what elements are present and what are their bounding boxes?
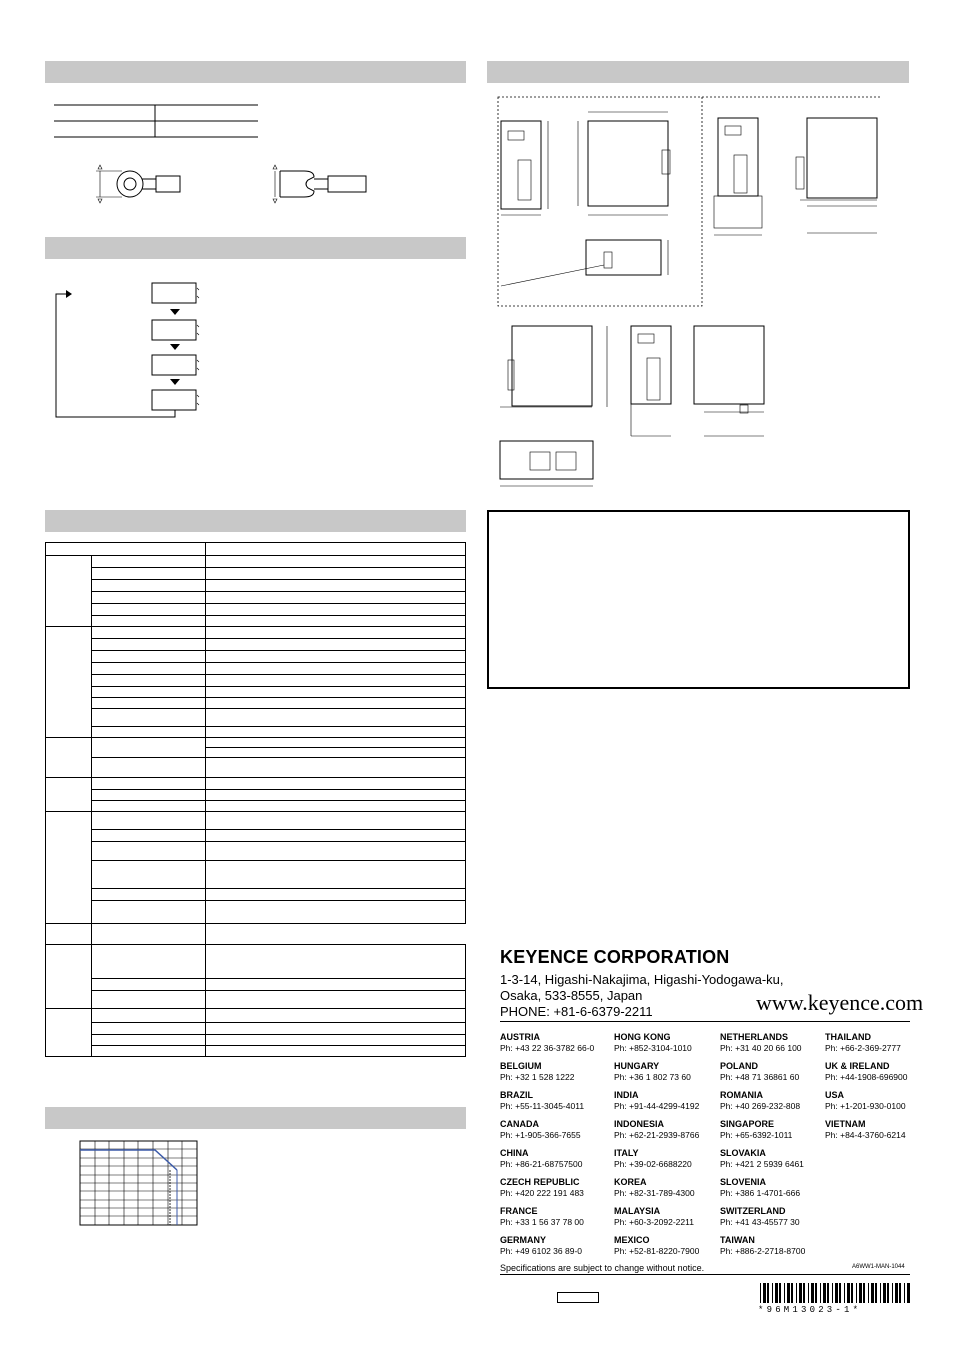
barcode-bar [851,1283,853,1303]
barcode-bar [907,1283,910,1303]
office-switzerland: SWITZERLAND Ph: +41 43-45577 30 [720,1206,800,1227]
barcode-bar [767,1283,769,1303]
office-brazil: BRAZIL Ph: +55-11-3045-4011 [500,1090,585,1111]
dimension-drawings [0,0,954,500]
barcode-bar [799,1283,802,1303]
barcode-bar [796,1283,797,1303]
barcode-bar [856,1283,857,1303]
office-romania: ROMANIA Ph: +40 269-232-808 [720,1090,801,1111]
office-austria: AUSTRIA Ph: +43 22 36-3782 66-0 [500,1032,595,1053]
barcode-bar [787,1283,790,1303]
address-line-1: 1-3-14, Higashi-Nakajima, Higashi-Yodogawa-ku, [500,972,784,987]
office-poland: POLAND Ph: +48 71 36861 60 [720,1061,800,1082]
barcode-bar [835,1283,838,1303]
barcode [760,1283,910,1305]
office-italy: ITALY Ph: +39-02-6688220 [614,1148,692,1169]
company-name: KEYENCE CORPORATION [500,947,730,967]
office-korea: KOREA Ph: +82-31-789-4300 [614,1177,695,1198]
office-india: INDIA Ph: +91-44-4299-4192 [614,1090,700,1111]
company-phone: PHONE: +81-6-6379-2211 [500,1004,653,1019]
office-hungary: HUNGARY Ph: +36 1 802 73 60 [614,1061,691,1082]
barcode-bar [883,1283,886,1303]
office-slovakia: SLOVAKIA Ph: +421 2 5939 6461 [720,1148,804,1169]
barcode-bar [823,1283,826,1303]
barcode-bar [811,1283,814,1303]
barcode-bar [847,1283,850,1303]
barcode-bar [875,1283,877,1303]
footer-divider [500,1274,910,1275]
barcode-text: *96M13023-1* [758,1305,862,1315]
document-number: A6WW1-MAN-1044 [852,1264,905,1270]
office-indonesia: INDONESIA Ph: +62-21-2939-8766 [614,1119,700,1140]
notice-frame [487,510,910,689]
barcode-bar [820,1283,821,1303]
barcode-bar [832,1283,833,1303]
office-canada: CANADA Ph: +1-905-366-7655 [500,1119,581,1140]
office-thailand: THAILAND Ph: +66-2-369-2777 [825,1032,901,1053]
barcode-bar [892,1283,893,1303]
office-singapore: SINGAPORE Ph: +65-6392-1011 [720,1119,793,1140]
barcode-bar [899,1283,901,1303]
barcode-bar [784,1283,785,1303]
office-germany: GERMANY Ph: +49 6102 36 89-0 [500,1235,582,1256]
barcode-bar [887,1283,889,1303]
barcode-bar [844,1283,845,1303]
divider [500,1021,910,1022]
address-line-2: Osaka, 533-8555, Japan [500,988,643,1003]
office-netherlands: NETHERLANDS Ph: +31 40 20 66 100 [720,1032,802,1053]
office-slovenia: SLOVENIA Ph: +386 1-4701-666 [720,1177,801,1198]
office-china: CHINA Ph: +86-21-68757500 [500,1148,583,1169]
office-malaysia: MALAYSIA Ph: +60-3-2092-2211 [614,1206,694,1227]
barcode-bar [863,1283,865,1303]
office-hong-kong: HONG KONG Ph: +852-3104-1010 [614,1032,692,1053]
office-france: FRANCE Ph: +33 1 56 37 78 00 [500,1206,584,1227]
barcode-bar [895,1283,898,1303]
barcode-bar [803,1283,805,1303]
barcode-bar [772,1283,773,1303]
office-usa: USA Ph: +1-201-930-0100 [825,1090,906,1111]
office-mexico: MEXICO Ph: +52-81-8220-7900 [614,1235,700,1256]
derating-curve [80,1150,177,1170]
barcode-bar [791,1283,793,1303]
office-belgium: BELGIUM Ph: +32 1 528 1222 [500,1061,575,1082]
barcode-bar [904,1283,905,1303]
specifications-notice: Specifications are subject to change without notice. [500,1263,705,1273]
office-czech-republic: CZECH REPUBLIC Ph: +420 222 191 483 [500,1177,584,1198]
company-website: www.keyence.com [756,990,924,1015]
office-taiwan: TAIWAN Ph: +886-2-2718-8700 [720,1235,806,1256]
barcode-bar [815,1283,817,1303]
barcode-bar [827,1283,829,1303]
barcode-bar [775,1283,778,1303]
office-vietnam: VIETNAM Ph: +84-4-3760-6214 [825,1119,906,1140]
barcode-bar [839,1283,841,1303]
blank-stamp-box [557,1292,599,1303]
barcode-bar [859,1283,862,1303]
barcode-bar [868,1283,869,1303]
barcode-bar [760,1283,761,1303]
barcode-bar [871,1283,874,1303]
barcode-bar [779,1283,781,1303]
barcode-bar [808,1283,809,1303]
barcode-bar [763,1283,766,1303]
office-uk-ireland: UK & IRELAND Ph: +44-1908-696900 [825,1061,908,1082]
barcode-bar [880,1283,881,1303]
